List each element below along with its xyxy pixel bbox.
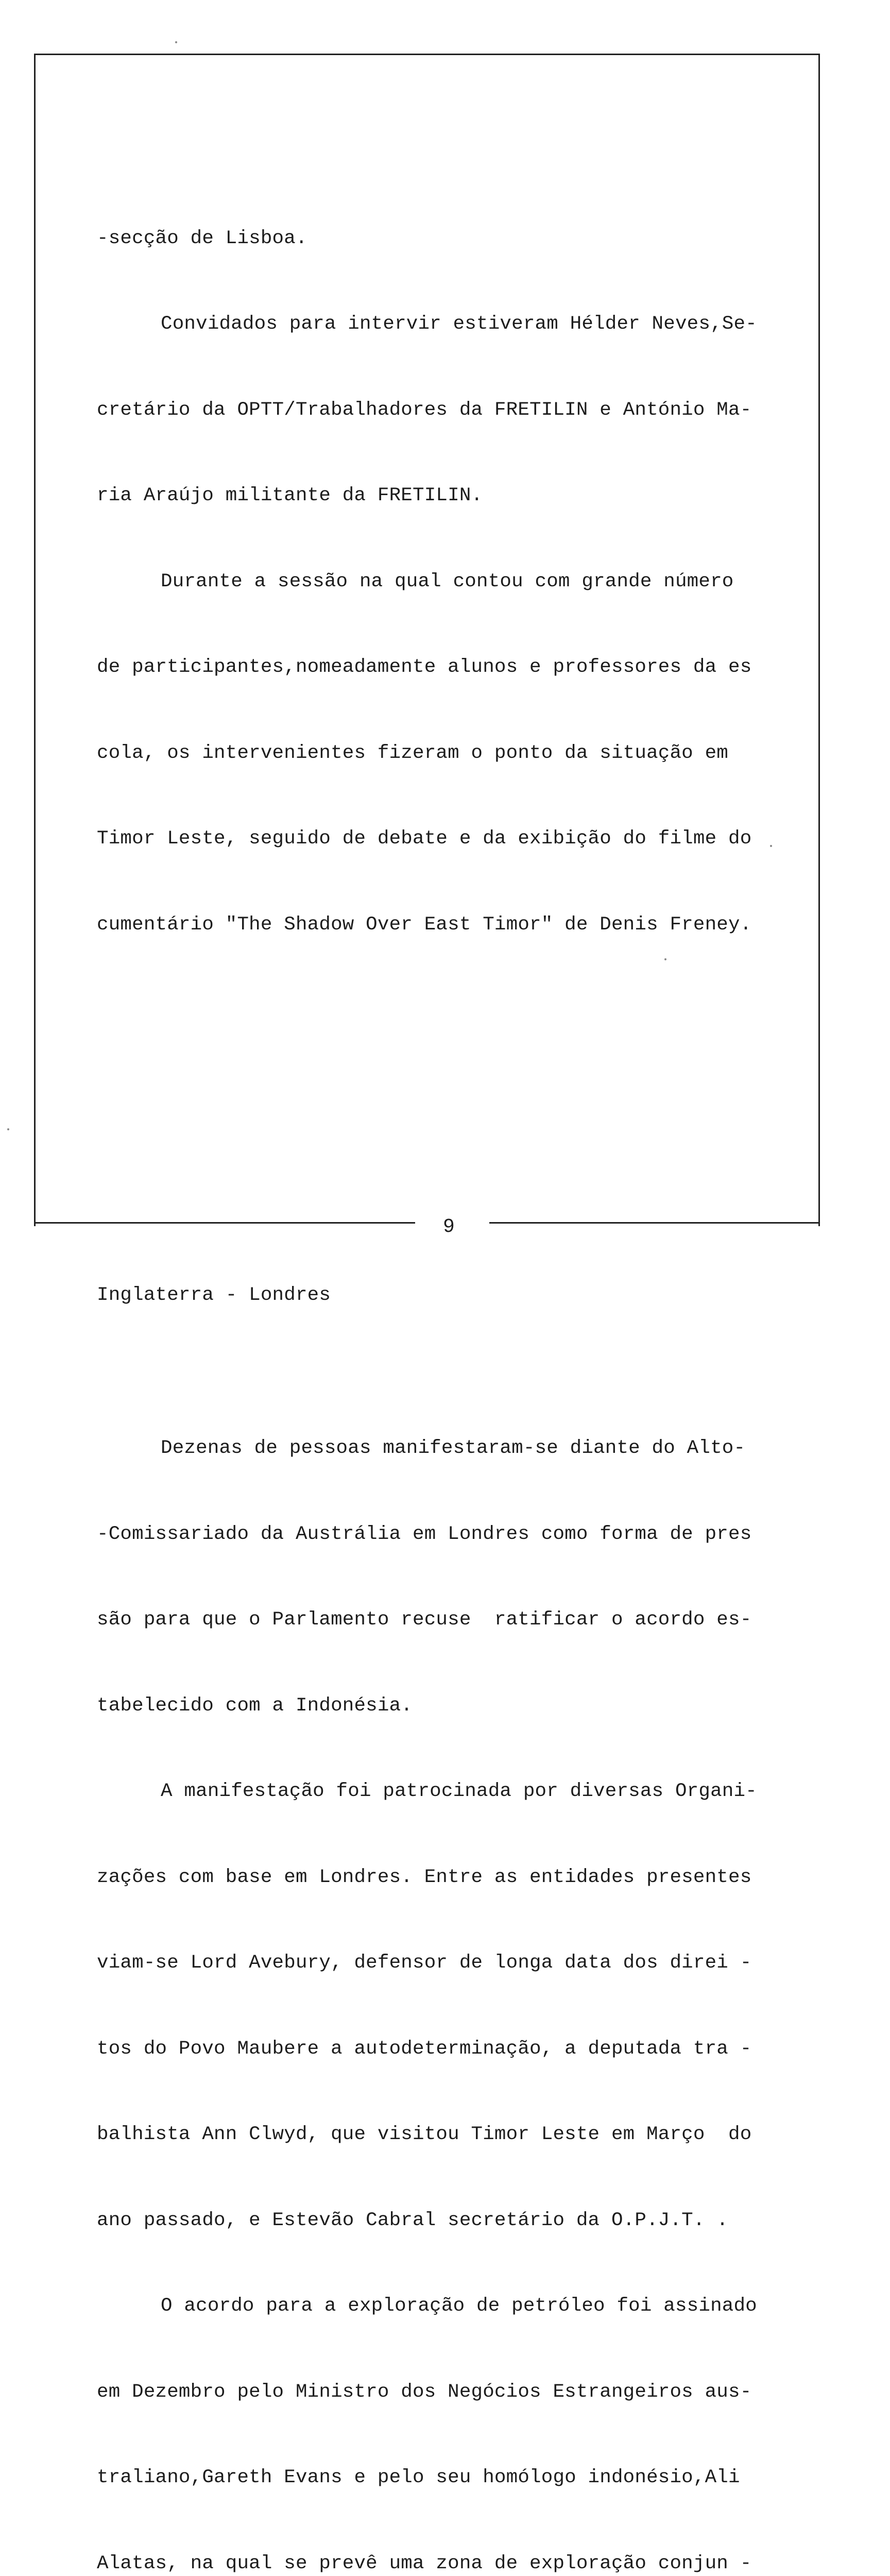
text-line: Convidados para intervir estiveram Hélder Neves,Se- xyxy=(97,310,797,339)
document-body xyxy=(97,81,797,2576)
text-line: tabelecido com a Indonésia. xyxy=(97,1692,797,1721)
text-line: ano passado, e Estevão Cabral secretário da O.P.J.T. . xyxy=(97,2207,797,2235)
page-number: 9 xyxy=(443,1217,455,1238)
scan-speck xyxy=(770,845,772,847)
heading-spacer xyxy=(97,1367,797,1377)
text-line: tos do Povo Maubere a autodeterminação, a deputada tra - xyxy=(97,2035,797,2064)
text-line: -Comissariado da Austrália em Londres como forma de pres xyxy=(97,1520,797,1549)
text-line: ria Araújo militante da FRETILIN. xyxy=(97,482,797,511)
text-line: Alatas, na qual se prevê uma zona de exploração conjun - xyxy=(97,2550,797,2576)
scan-speck xyxy=(7,1128,9,1130)
text-line: cretário da OPTT/Trabalhadores da FRETILIN e António Ma- xyxy=(97,396,797,425)
text-line: em Dezembro pelo Ministro dos Negócios Estrangeiros aus- xyxy=(97,2378,797,2407)
text-line: zações com base em Londres. Entre as entidades presentes xyxy=(97,1863,797,1892)
section-spacer xyxy=(97,1082,797,1110)
text-line: de participantes,nomeadamente alunos e professores da es xyxy=(97,653,797,682)
text-line: cola, os intervenientes fizeram o ponto da situação em xyxy=(97,739,797,768)
section-heading: Inglaterra - Londres xyxy=(97,1281,797,1310)
text-line: Durante a sessão na qual contou com grande número xyxy=(97,568,797,597)
text-line: -secção de Lisboa. xyxy=(97,225,797,253)
text-line: são para que o Parlamento recuse ratificar o acordo es- xyxy=(97,1606,797,1635)
section-inglaterra-londres xyxy=(97,1224,797,2576)
text-line: Timor Leste, seguido de debate e da exibição do filme do xyxy=(97,825,797,854)
scan-speck xyxy=(175,41,177,43)
text-line: Dezenas de pessoas manifestaram-se diante do Alto- xyxy=(97,1434,797,1463)
text-line: balhista Ann Clwyd, que visitou Timor Leste em Março do xyxy=(97,2121,797,2149)
scan-speck xyxy=(664,958,666,960)
text-line: O acordo para a exploração de petróleo foi assinado xyxy=(97,2292,797,2321)
section-lisboa-seccao xyxy=(97,167,797,997)
text-line: cumentário "The Shadow Over East Timor" de Denis Freney. xyxy=(97,911,797,940)
text-line: traliano,Gareth Evans e pelo seu homólogo indonésio,Ali xyxy=(97,2464,797,2493)
text-line: A manifestação foi patrocinada por diversas Organi- xyxy=(97,1777,797,1806)
text-line: viam-se Lord Avebury, defensor de longa data dos direi - xyxy=(97,1949,797,1978)
